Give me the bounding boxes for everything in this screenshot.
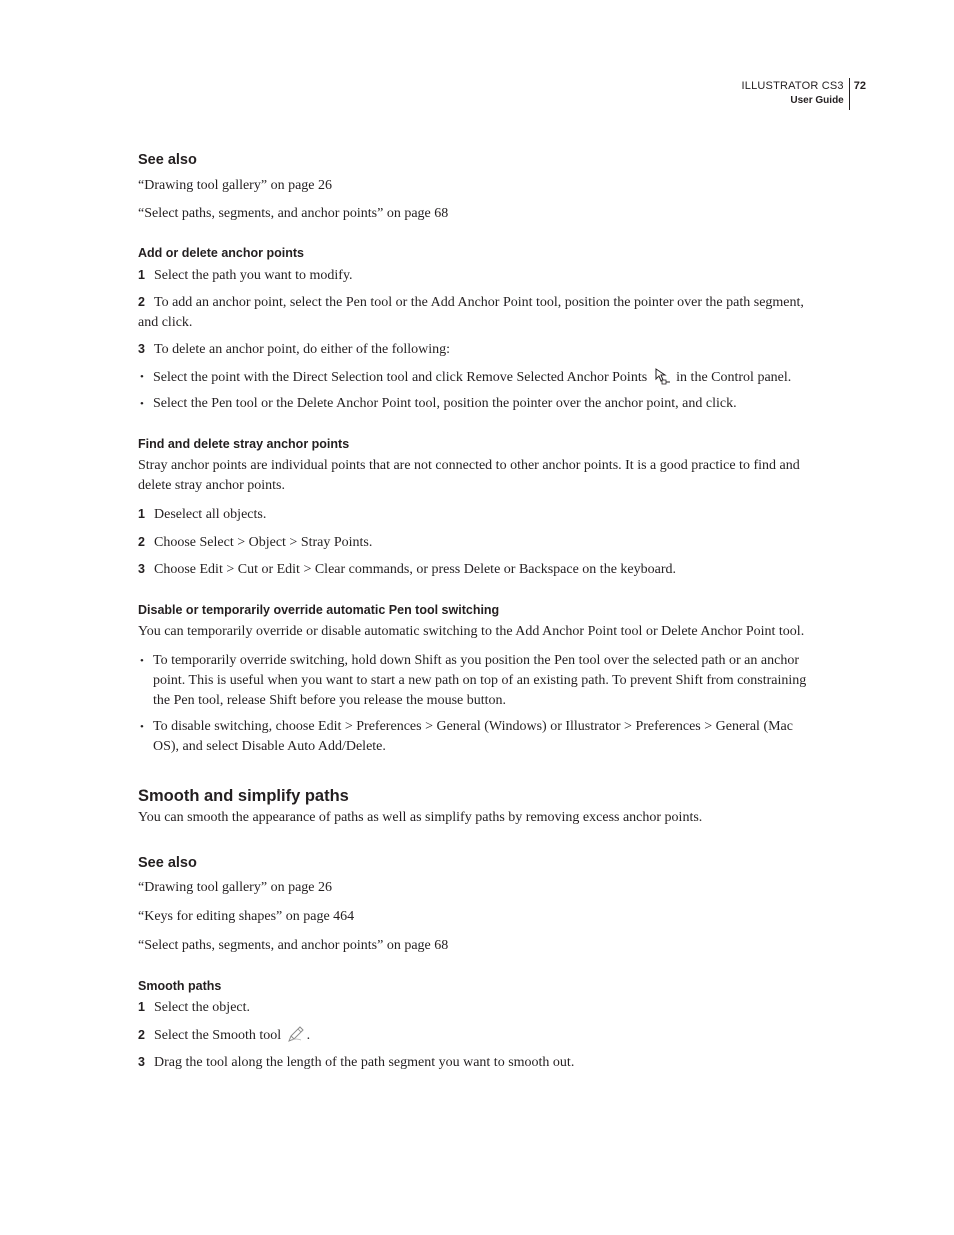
guide-name: User Guide [790,95,844,106]
see-also-link[interactable]: “Drawing tool gallery” on page 26 [138,880,332,895]
bullet-text: To temporarily override switching, hold down Shift as you position the Pen tool over the selected path or an anchor point. This is useful when you want to start a new path on top of an existing path. To prevent Shift from constraining the Pen tool, release Shift before you release the mouse button. [153,653,807,708]
section-heading-add-delete: Add or delete anchor points [138,246,304,260]
page-number: 72 [853,80,866,92]
see-also-link[interactable]: “Keys for editing shapes” on page 464 [138,909,355,924]
step-number: 2 [138,1028,145,1042]
step-item [138,265,818,286]
step-number: 2 [138,535,145,549]
smooth-tool-icon [287,1025,305,1043]
step-text: . [306,1028,311,1043]
step-text: To add an anchor point, select the Pen tool or the Add Anchor Point tool, position the pointer over the path segment, and click. [138,295,804,330]
step-number: 1 [138,507,145,521]
paragraph: You can temporarily override or disable automatic switching to the Add Anchor Point tool or Delete Anchor Point tool. [138,624,805,639]
step-text: Select the path you want to modify. [154,268,353,283]
bullet-text: Select the Pen tool or the Delete Anchor Point tool, position the pointer over the anchor point, and click. [153,396,737,411]
step-item [138,1052,818,1073]
step-number: 2 [138,295,145,309]
step-text: Select the object. [154,1000,251,1015]
step-number: 1 [138,268,145,282]
bullet-text: in the Control panel. [676,370,792,385]
step-item [138,532,818,553]
paragraph: You can smooth the appearance of paths as well as simplify paths by removing excess anchor points. [138,810,703,825]
step-number: 3 [138,1055,145,1069]
step-item [138,559,818,580]
see-also-link[interactable]: “Select paths, segments, and anchor points” on page 68 [138,938,449,953]
section-heading-stray: Find and delete stray anchor points [138,437,350,451]
step-number: 1 [138,1000,145,1014]
step-text: Select the Smooth tool [154,1028,282,1043]
step-number: 3 [138,562,145,576]
see-also-link[interactable]: “Select paths, segments, and anchor points” on page 68 [138,206,449,221]
section-heading-disable: Disable or temporarily override automatic Pen tool switching [138,603,500,617]
step-number: 3 [138,342,145,356]
see-also-heading: See also [138,855,197,871]
step-item [138,997,818,1018]
bullet-item [138,394,818,414]
bullet-text: Select the point with the Direct Selection tool and click Remove Selected Anchor Points [153,370,648,385]
bullet-text: To disable switching, choose Edit > Preferences > General (Windows) or Illustrator > Preferences > General (Mac OS), and select Disable Auto Add/Delete. [153,719,793,754]
page-content [138,150,818,1073]
step-item [138,1025,818,1046]
see-also-heading: See also [138,152,197,168]
bullet-item [138,651,818,711]
step-text: Choose Select > Object > Stray Points. [154,535,373,550]
paragraph: Stray anchor points are individual points that are not connected to other anchor points. It is a good practice to find and delete stray anchor points. [138,458,800,493]
running-header [742,78,866,110]
step-text: Deselect all objects. [154,507,267,522]
bullet-item [138,367,818,388]
step-item [138,292,818,333]
bullet-item [138,717,818,757]
section-heading-smooth-simplify: Smooth and simplify paths [138,787,349,805]
section-heading-smooth-paths: Smooth paths [138,979,222,993]
product-name: ILLUSTRATOR CS3 [741,80,844,92]
remove-anchor-points-icon [653,367,671,385]
step-text: Drag the tool along the length of the path segment you want to smooth out. [154,1055,575,1070]
see-also-link[interactable]: “Drawing tool gallery” on page 26 [138,178,332,193]
step-text: To delete an anchor point, do either of the following: [154,342,451,357]
step-item [138,504,818,525]
step-item [138,339,818,360]
step-text: Choose Edit > Cut or Edit > Clear commands, or press Delete or Backspace on the keyboard. [154,562,676,577]
